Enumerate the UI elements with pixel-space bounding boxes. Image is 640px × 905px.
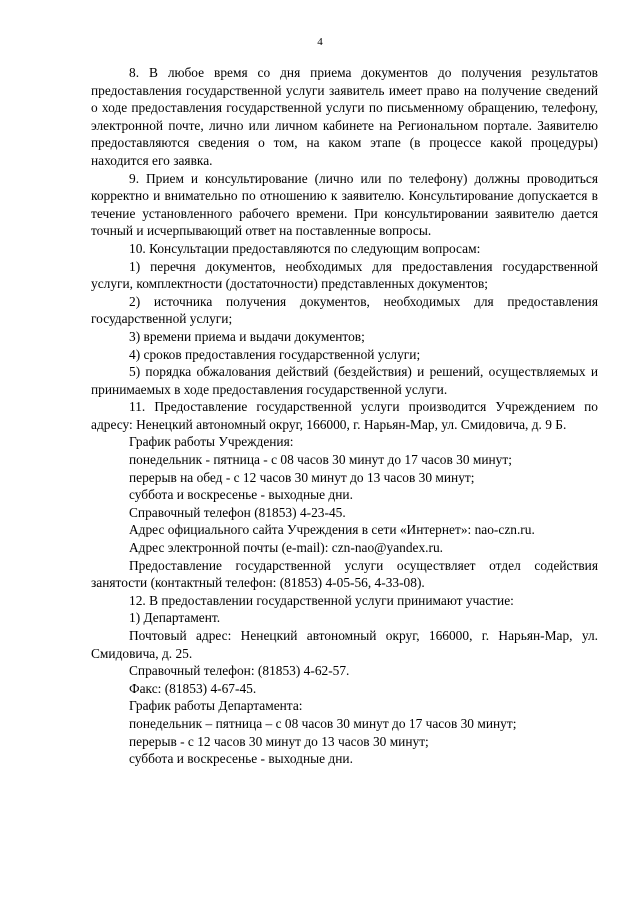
- paragraph: Справочный телефон: (81853) 4-62-57.: [129, 663, 350, 679]
- paragraph: понедельник - пятница - с 08 часов 30 минут до 17 часов 30 минут;: [129, 452, 512, 468]
- paragraph: 11. Предоставление государственной услуги производится Учреждением по адресу: Ненецкий автономный округ, 166000, г. Нарьян-Мар, ул. Смидовича, д. 9 Б.: [91, 399, 598, 432]
- paragraph: График работы Департамента:: [129, 698, 303, 714]
- paragraph: Справочный телефон (81853) 4-23-45.: [129, 504, 346, 520]
- paragraph: суббота и воскресенье - выходные дни.: [129, 751, 353, 767]
- paragraph: 1) Департамент.: [129, 610, 221, 626]
- paragraph: Факс: (81853) 4-67-45.: [129, 680, 257, 696]
- paragraph: Адрес электронной почты (e-mail): czn-nao@yandex.ru.: [129, 540, 444, 556]
- paragraph: Почтовый адрес: Ненецкий автономный округ, 166000, г. Нарьян-Мар, ул. Смидовича, д. 25.: [91, 628, 598, 661]
- paragraph: 2) источника получения документов, необходимых для предоставления государственной услуги;: [91, 293, 598, 327]
- paragraph: Предоставление государственной услуги осуществляет отдел содействия занятости (контактный телефон: (81853) 4-05-56, 4-33-08).: [91, 557, 598, 591]
- paragraph: понедельник – пятница – с 08 часов 30 минут до 17 часов 30 минут;: [129, 715, 517, 731]
- paragraph: 9. Прием и консультирование (лично или по телефону) должны проводиться корректно и внимательно по отношению к заявителю. Консультирование допускается в течение установленного рабочего времени. При консультировании заявителю дается точный и исчерпывающий ответ на поставленные вопросы.: [91, 170, 598, 239]
- paragraph: 12. В предоставлении государственной услуги принимают участие:: [129, 592, 514, 608]
- paragraph: перерыв на обед - с 12 часов 30 минут до 13 часов 30 минут;: [129, 469, 475, 485]
- paragraph: перерыв - с 12 часов 30 минут до 13 часов 30 минут;: [129, 733, 429, 749]
- paragraph: 8. В любое время со дня приема документов до получения результатов предоставления государственной услуги заявитель имеет право на получение сведений о ходе предоставления государственной услуги по письменному обращению, телефону, электронной почте, лично или личном кабинете на Региональном портале. Заявителю предоставляются сведения о том, на каком этапе (в процессе какой процедуры) находится его заявка.: [91, 65, 598, 168]
- page-number: 4: [317, 36, 323, 48]
- paragraph: суббота и воскресенье - выходные дни.: [129, 487, 353, 503]
- paragraph: 1) перечня документов, необходимых для предоставления государственной услуги, комплектности (достаточности) представленных документов;: [91, 258, 598, 292]
- paragraph: 3) времени приема и выдачи документов;: [129, 328, 365, 344]
- paragraph: 10. Консультации предоставляются по следующим вопросам:: [129, 240, 481, 256]
- document-body: [91, 64, 598, 768]
- paragraph: График работы Учреждения:: [129, 434, 294, 450]
- paragraph: Адрес официального сайта Учреждения в сети «Интернет»: nao-czn.ru.: [129, 522, 535, 538]
- paragraph: 5) порядка обжалования действий (бездействия) и решений, осуществляемых и принимаемых в ходе предоставления государственной услуги.: [91, 364, 598, 397]
- paragraph: 4) сроков предоставления государственной услуги;: [129, 346, 421, 362]
